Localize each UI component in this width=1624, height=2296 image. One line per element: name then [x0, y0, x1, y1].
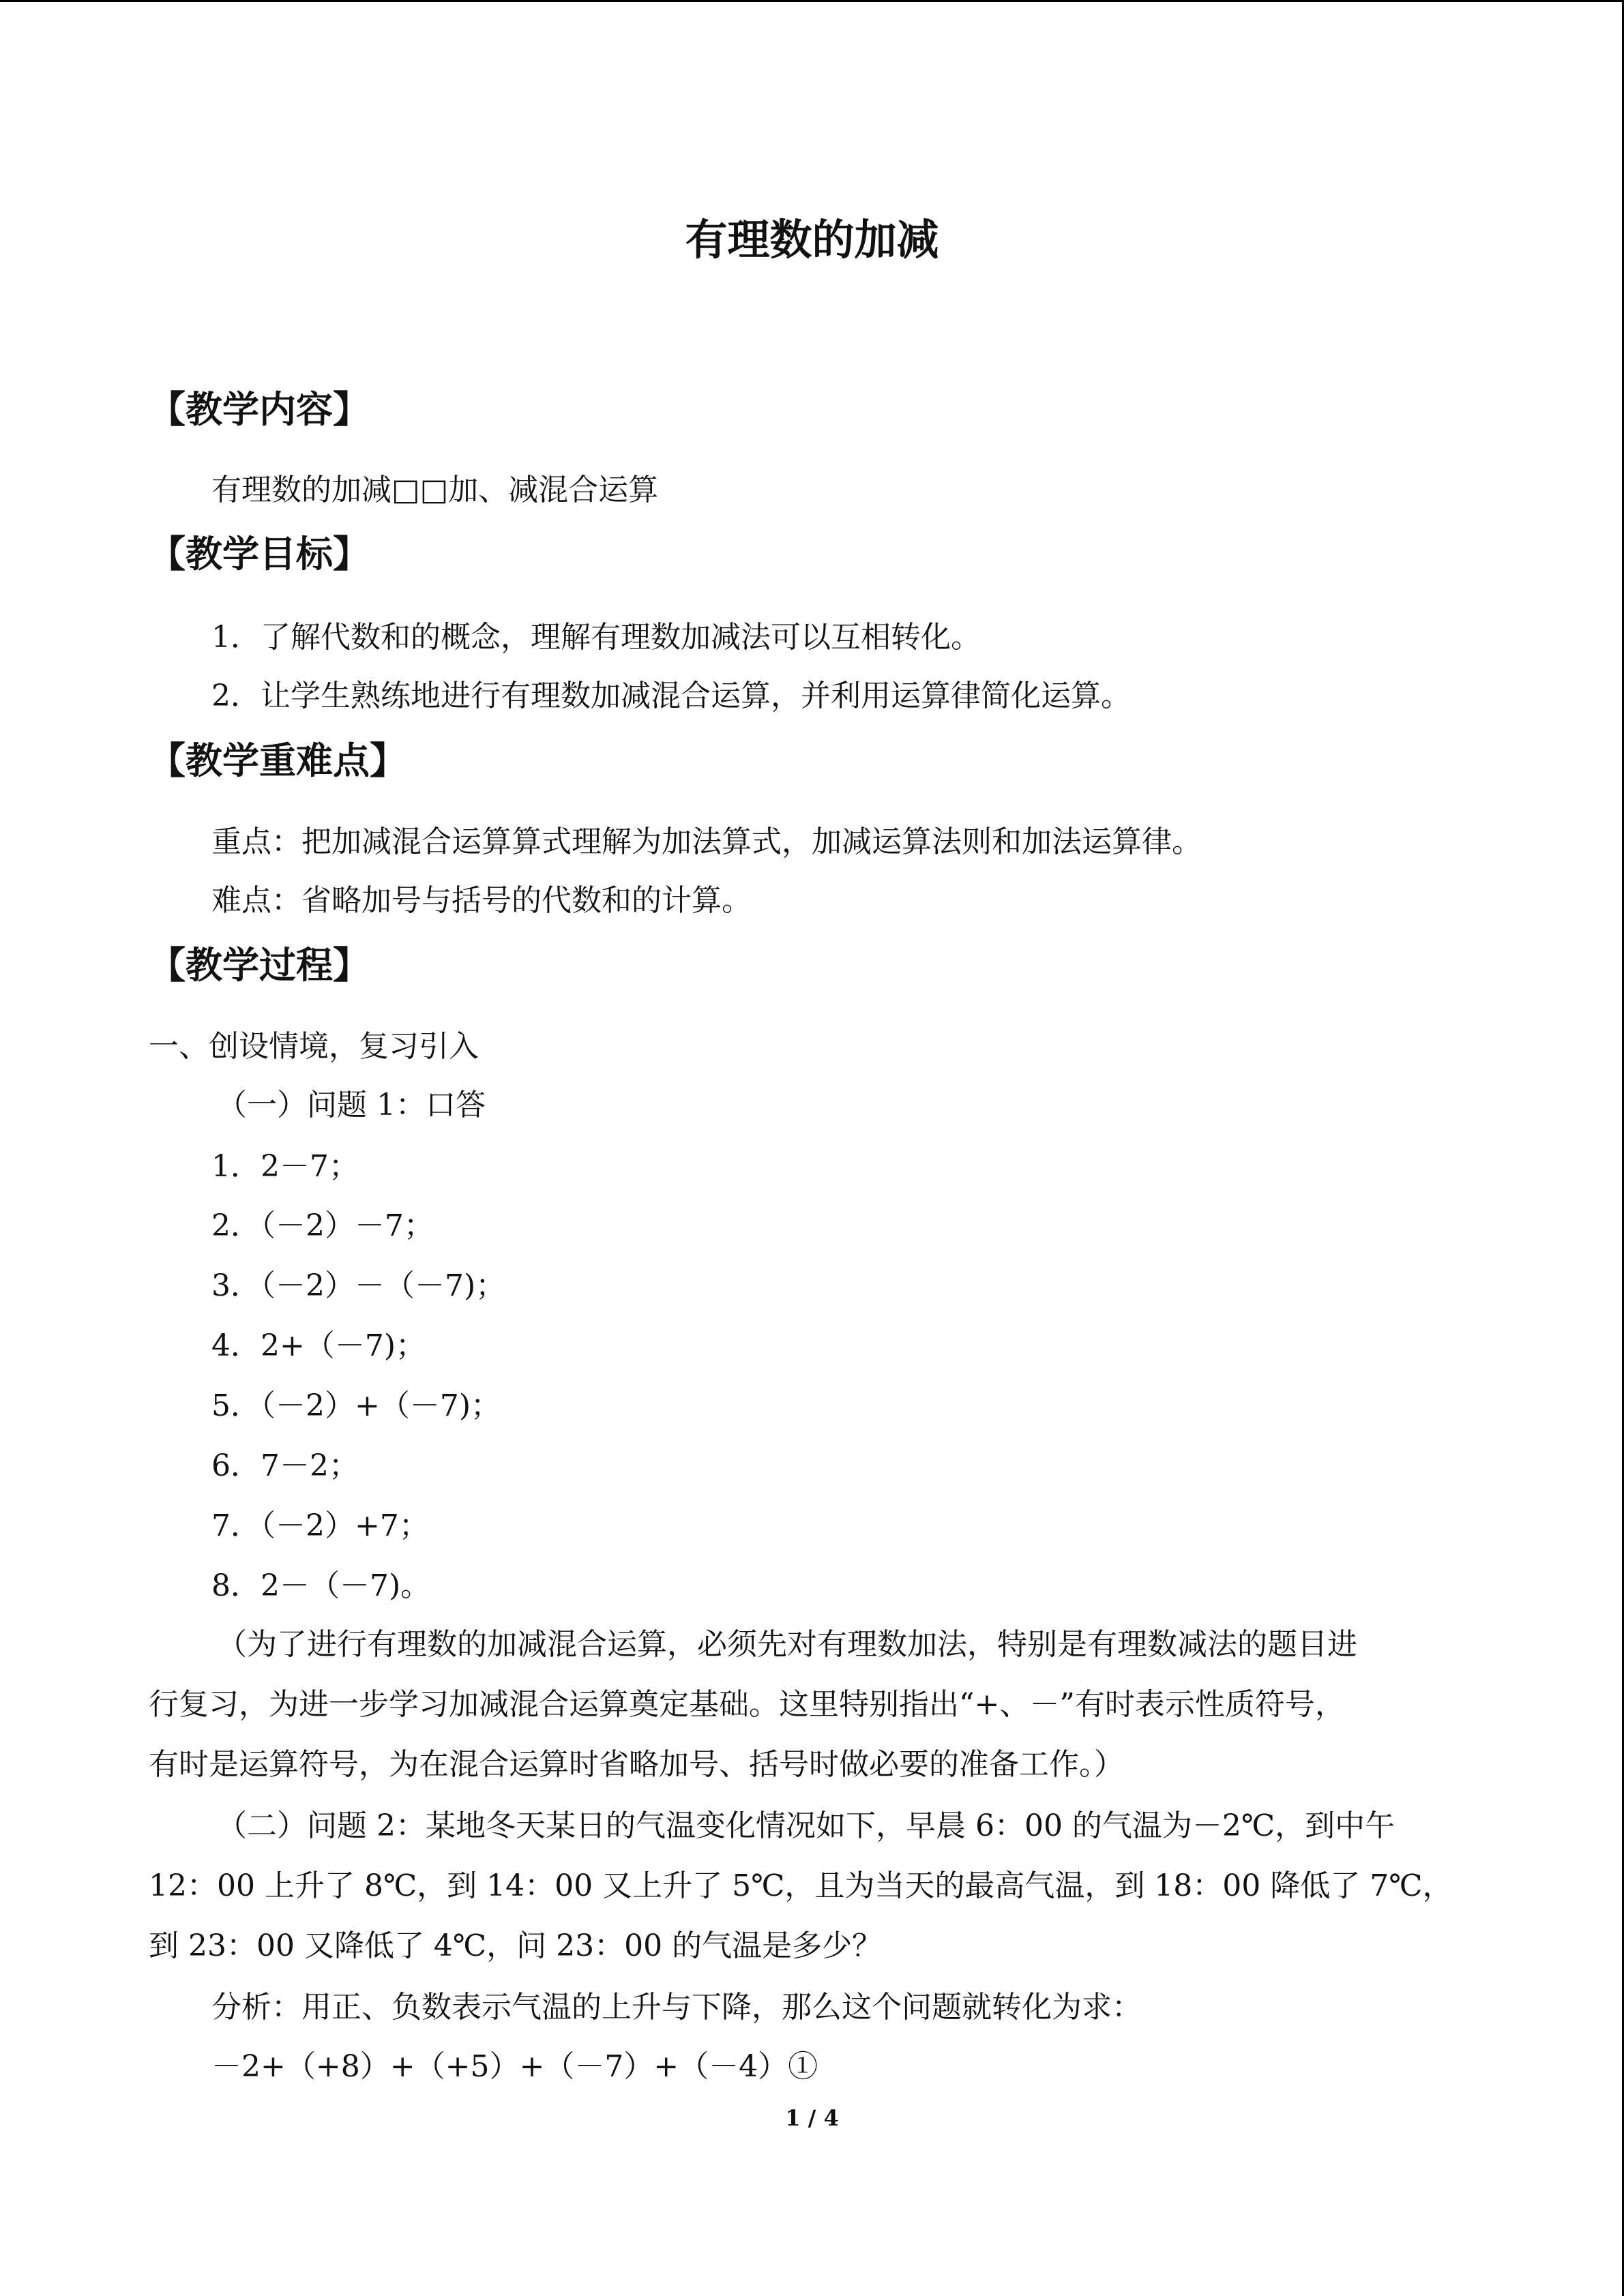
question1-title: （一）问题 1：口答 [217, 1088, 486, 1122]
note-line: 行复习，为进一步学习加减混合运算奠定基础。这里特别指出“+、－”有时表示性质符号， [149, 1687, 1345, 1722]
heading-keypoints: 【教学重难点】 [149, 739, 407, 782]
list-item: 8．2－（－7)。 [211, 1568, 431, 1603]
heading-goals: 【教学目标】 [149, 532, 370, 576]
goal-item-2: 2．让学生熟练地进行有理数加减混合运算，并利用运算律简化运算。 [211, 679, 1131, 713]
part1-title: 一、创设情境，复习引入 [149, 1029, 479, 1064]
question2-line: 12：00 上升了 8℃，到 14：00 又上升了 5℃，且为当天的最高气温，到 18：00 降低了 7℃， [149, 1868, 1453, 1903]
list-item: 2．（－2）－7； [211, 1208, 434, 1243]
goal-item-1: 1．了解代数和的概念，理解有理数加减法可以互相转化。 [211, 620, 981, 655]
page-indicator: 1 / 4 [785, 2105, 839, 2131]
content-text: 有理数的加减□□加、减混合运算 [211, 473, 659, 507]
question2-line: （二）问题 2：某地冬天某日的气温变化情况如下，早晨 6：00 的气温为－2℃，到中午 [217, 1808, 1396, 1843]
note-line: 有时是运算符号，为在混合运算时省略加号、括号时做必要的准备工作。） [149, 1747, 1124, 1782]
list-item: 7．（－2）+7； [211, 1508, 429, 1543]
keypoint-difficulty: 难点：省略加号与括号的代数和的计算。 [211, 883, 752, 918]
list-item: 1．2－7； [211, 1149, 359, 1184]
question2-line: 到 23：00 又降低了 4℃，问 23：00 的气温是多少？ [149, 1928, 883, 1963]
note-line: （为了进行有理数的加减混合运算，必须先对有理数加法，特别是有理数减法的题目进 [217, 1627, 1357, 1662]
heading-process: 【教学过程】 [149, 943, 370, 987]
page-title: 有理数的加减 [685, 215, 939, 265]
keypoint-focus: 重点：把加减混合运算算式理解为加法算式，加减运算法则和加法运算律。 [211, 824, 1202, 859]
list-item: 5．（－2）+（－7)； [211, 1388, 501, 1423]
list-item: 4．2+（－7)； [211, 1328, 426, 1363]
list-item: 6．7－2； [211, 1448, 359, 1483]
expression: －2+（+8）+（+5）+（－7）+（－4）① [211, 2049, 818, 2084]
heading-content: 【教学内容】 [149, 387, 370, 431]
list-item: 3．（－2）－（－7)； [211, 1268, 506, 1303]
analysis-text: 分析：用正、负数表示气温的上升与下降，那么这个问题就转化为求： [211, 1990, 1142, 2025]
page-border-top [0, 0, 1624, 2]
